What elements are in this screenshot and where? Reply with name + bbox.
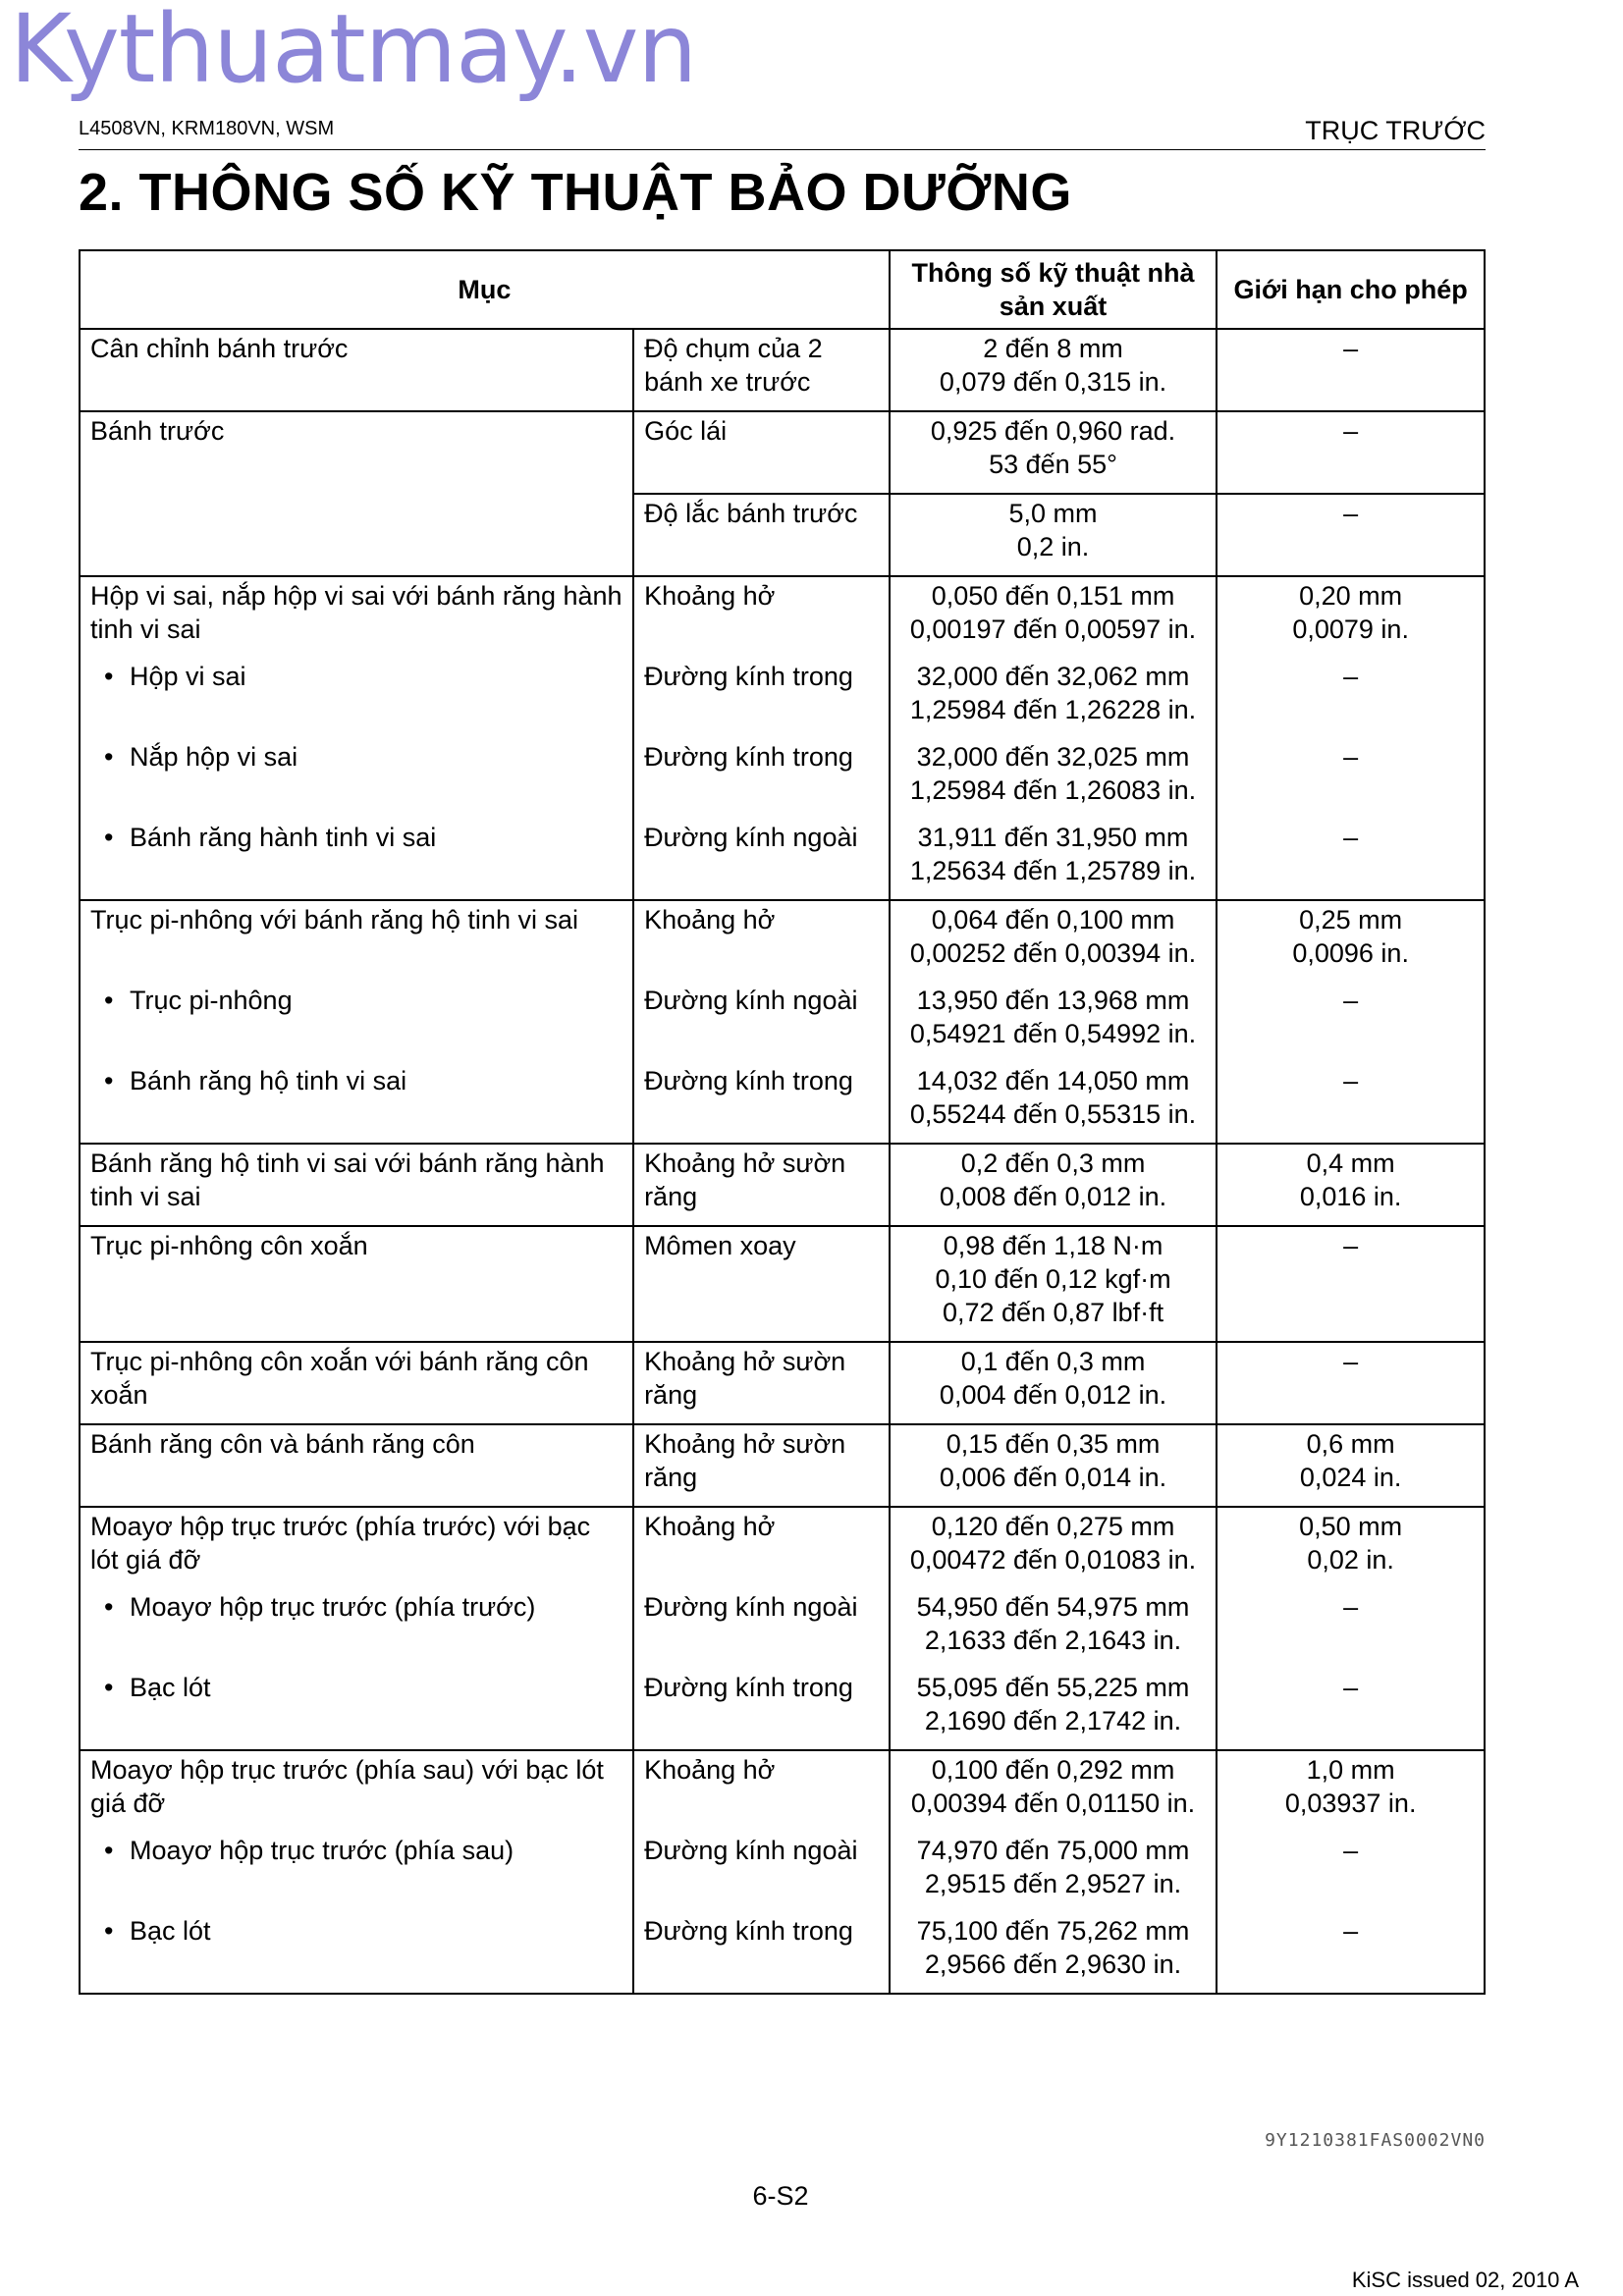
spec-cell: 0,064 đến 0,100 mm 0,00252 đến 0,00394 in. (890, 900, 1217, 982)
spec-cell: 2 đến 8 mm 0,079 đến 0,315 in. (890, 329, 1217, 411)
limit-cell: 0,50 mm 0,02 in. (1217, 1507, 1485, 1588)
table-row (80, 1062, 1485, 1144)
header-section: TRỤC TRƯỚC (1305, 116, 1486, 145)
attr-cell: Đường kính ngoài (633, 982, 890, 1062)
limit-cell: 0,25 mm 0,0096 in. (1217, 900, 1485, 982)
limit-cell: – (1217, 1062, 1485, 1144)
attr-cell: Khoảng hở (633, 1750, 890, 1832)
spec-cell: 13,950 đến 13,968 mm 0,54921 đến 0,54992 in. (890, 982, 1217, 1062)
table-row (80, 819, 1485, 900)
item-cell (80, 1669, 633, 1750)
attr-cell: Đường kính trong (633, 1669, 890, 1750)
spec-cell: 54,950 đến 54,975 mm 2,1633 đến 2,1643 in. (890, 1588, 1217, 1669)
item-cell (80, 982, 633, 1062)
header-factory-spec: Thông số kỹ thuật nhà sản xuất (890, 250, 1217, 329)
spec-cell: 31,911 đến 31,950 mm 1,25634 đến 1,25789 in. (890, 819, 1217, 900)
spec-cell: 32,000 đến 32,025 mm 1,25984 đến 1,26083 in. (890, 738, 1217, 819)
spec-cell: 75,100 đến 75,262 mm 2,9566 đến 2,9630 in. (890, 1912, 1217, 1994)
attr-cell: Khoảng hở sườn răng (633, 1144, 890, 1226)
spec-cell: 32,000 đến 32,062 mm 1,25984 đến 1,26228 in. (890, 658, 1217, 738)
attr-cell: Đường kính trong (633, 738, 890, 819)
bullet-item: • Nắp hộp vi sai (90, 740, 622, 774)
table-row (80, 494, 1485, 576)
spec-cell: 5,0 mm 0,2 in. (890, 494, 1217, 576)
table-row (80, 1342, 1485, 1424)
page-number: 6-S2 (752, 2181, 809, 2211)
limit-cell: 1,0 mm 0,03937 in. (1217, 1750, 1485, 1832)
limit-cell: – (1217, 1669, 1485, 1750)
table-row (80, 658, 1485, 738)
table-row (80, 329, 1485, 411)
header-item: Mục (80, 250, 890, 329)
item-cell (80, 1832, 633, 1912)
spec-cell: 0,1 đến 0,3 mm 0,004 đến 0,012 in. (890, 1342, 1217, 1424)
table-row (80, 1144, 1485, 1226)
bullet-item: • Moayơ hộp trục trước (phía sau) (90, 1834, 622, 1867)
table-row (80, 1424, 1485, 1507)
watermark-logo: Kythuatmay.vn (10, 0, 697, 104)
table-row (80, 1226, 1485, 1342)
spec-cell: 0,100 đến 0,292 mm 0,00394 đến 0,01150 in. (890, 1750, 1217, 1832)
item-cell: Cân chỉnh bánh trước (80, 329, 633, 411)
item-cell: Moayơ hộp trục trước (phía sau) với bạc lót giá đỡ (80, 1750, 633, 1832)
table-row (80, 982, 1485, 1062)
limit-cell: 0,20 mm 0,0079 in. (1217, 576, 1485, 658)
page-title: 2. THÔNG SỐ KỸ THUẬT BẢO DƯỠNG (79, 163, 1072, 222)
bullet-item: • Bạc lót (90, 1671, 622, 1704)
footer-issue: KiSC issued 02, 2010 A (1351, 2268, 1579, 2292)
limit-cell: – (1217, 738, 1485, 819)
item-cell: Hộp vi sai, nắp hộp vi sai với bánh răng hành tinh vi sai (80, 576, 633, 658)
spec-table (79, 249, 1486, 1995)
limit-cell: – (1217, 819, 1485, 900)
table-row (80, 900, 1485, 982)
bullet-item: • Bánh răng hộ tinh vi sai (90, 1064, 622, 1097)
bullet-item: • Hộp vi sai (90, 660, 622, 693)
spec-cell: 55,095 đến 55,225 mm 2,1690 đến 2,1742 in. (890, 1669, 1217, 1750)
spec-cell: 0,15 đến 0,35 mm 0,006 đến 0,014 in. (890, 1424, 1217, 1507)
limit-cell: – (1217, 982, 1485, 1062)
attr-cell: Độ lắc bánh trước (633, 494, 890, 576)
table-row (80, 1750, 1485, 1832)
limit-cell: – (1217, 1912, 1485, 1994)
item-cell: Trục pi-nhông côn xoắn với bánh răng côn xoắn (80, 1342, 633, 1424)
spec-cell: 0,120 đến 0,275 mm 0,00472 đến 0,01083 in. (890, 1507, 1217, 1588)
limit-cell: – (1217, 658, 1485, 738)
item-cell: Bánh trước (80, 411, 633, 494)
attr-cell: Khoảng hở sườn răng (633, 1342, 890, 1424)
item-cell: Moayơ hộp trục trước (phía trước) với bạc lót giá đỡ (80, 1507, 633, 1588)
spec-cell: 74,970 đến 75,000 mm 2,9515 đến 2,9527 in. (890, 1832, 1217, 1912)
table-row (80, 1507, 1485, 1588)
limit-cell: – (1217, 411, 1485, 494)
bullet-item: • Bạc lót (90, 1914, 622, 1948)
limit-cell: – (1217, 1588, 1485, 1669)
table-row (80, 1832, 1485, 1912)
header-allowable-limit: Giới hạn cho phép (1217, 250, 1485, 329)
item-cell (80, 1062, 633, 1144)
bullet-item: • Moayơ hộp trục trước (phía trước) (90, 1590, 622, 1624)
attr-cell: Khoảng hở (633, 900, 890, 982)
item-cell (80, 494, 633, 576)
attr-cell: Đường kính trong (633, 1062, 890, 1144)
limit-cell: – (1217, 1226, 1485, 1342)
spec-cell: 0,925 đến 0,960 rad. 53 đến 55° (890, 411, 1217, 494)
item-cell: Bánh răng hộ tinh vi sai với bánh răng hành tinh vi sai (80, 1144, 633, 1226)
document-code: 9Y1210381FAS0002VN0 (1265, 2130, 1486, 2151)
attr-cell: Đường kính ngoài (633, 819, 890, 900)
spec-cell: 0,050 đến 0,151 mm 0,00197 đến 0,00597 in. (890, 576, 1217, 658)
spec-cell: 0,2 đến 0,3 mm 0,008 đến 0,012 in. (890, 1144, 1217, 1226)
spec-cell: 0,98 đến 1,18 N·m 0,10 đến 0,12 kgf·m 0,72 đến 0,87 lbf·ft (890, 1226, 1217, 1342)
limit-cell: – (1217, 494, 1485, 576)
table-row (80, 738, 1485, 819)
limit-cell: 0,6 mm 0,024 in. (1217, 1424, 1485, 1507)
attr-cell: Khoảng hở sườn răng (633, 1424, 890, 1507)
item-cell: Trục pi-nhông với bánh răng hộ tinh vi sai (80, 900, 633, 982)
header-divider (79, 149, 1486, 150)
attr-cell: Đường kính ngoài (633, 1832, 890, 1912)
item-cell: Bánh răng côn và bánh răng côn (80, 1424, 633, 1507)
attr-cell: Đường kính ngoài (633, 1588, 890, 1669)
bullet-item: • Trục pi-nhông (90, 984, 622, 1017)
limit-cell: – (1217, 1342, 1485, 1424)
table-row (80, 1669, 1485, 1750)
item-cell (80, 1588, 633, 1669)
limit-cell: – (1217, 329, 1485, 411)
item-cell (80, 738, 633, 819)
attr-cell: Góc lái (633, 411, 890, 494)
attr-cell: Mômen xoay (633, 1226, 890, 1342)
table-row (80, 411, 1485, 494)
bullet-item: • Bánh răng hành tinh vi sai (90, 821, 622, 854)
spec-cell: 14,032 đến 14,050 mm 0,55244 đến 0,55315 in. (890, 1062, 1217, 1144)
table-row (80, 1912, 1485, 1994)
item-cell: Trục pi-nhông côn xoắn (80, 1226, 633, 1342)
item-cell (80, 658, 633, 738)
attr-cell: Đường kính trong (633, 1912, 890, 1994)
attr-cell: Đường kính trong (633, 658, 890, 738)
attr-cell: Khoảng hở (633, 576, 890, 658)
attr-cell: Độ chụm của 2 bánh xe trước (633, 329, 890, 411)
item-cell (80, 819, 633, 900)
table-header-row (80, 250, 1485, 329)
attr-cell: Khoảng hở (633, 1507, 890, 1588)
table-row (80, 576, 1485, 658)
limit-cell: 0,4 mm 0,016 in. (1217, 1144, 1485, 1226)
limit-cell: – (1217, 1832, 1485, 1912)
table-row (80, 1588, 1485, 1669)
item-cell (80, 1912, 633, 1994)
header-models: L4508VN, KRM180VN, WSM (79, 118, 335, 139)
